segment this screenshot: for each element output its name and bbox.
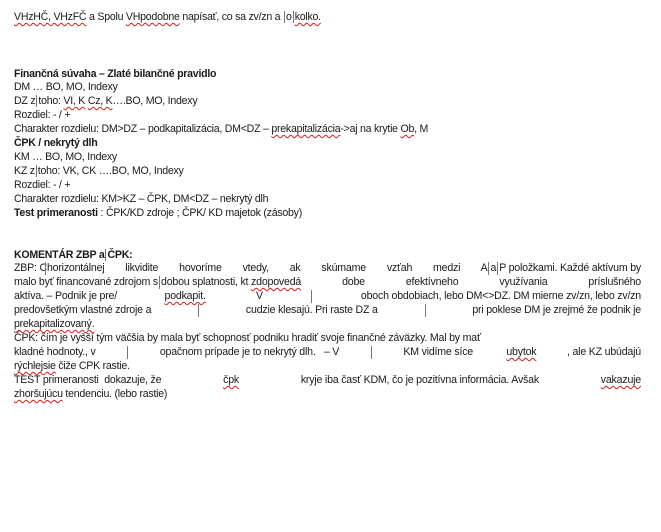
- intro-text: Spolu: [97, 11, 126, 23]
- zbp-prekapitalizovany: prekapitalizovaný.: [14, 318, 95, 330]
- rozdiel-line-1: Rozdiel: - / +: [14, 109, 71, 121]
- section-title-komentar: [14, 249, 132, 262]
- intro-vhz: VHzHČ, VHzFČ: [14, 11, 87, 23]
- cpk-comment-line-3: [14, 360, 130, 373]
- intro-text: a: [86, 11, 98, 23]
- test-comment-text: TEST primeranosti dokazuje, že: [14, 374, 165, 386]
- komentar-text: KOMENTÁR ZBP a: [14, 249, 105, 261]
- dz-czk: Cz, K: [87, 95, 113, 107]
- komentar-text: ČPK:: [107, 249, 133, 261]
- test-comment-line-1: [14, 374, 641, 387]
- zbp-text: dobou splatnosti, kt: [161, 276, 252, 288]
- dz-line: [14, 95, 197, 108]
- charakter-prekapitalizacia: prekapitalizácia: [271, 123, 341, 135]
- kz-text: KZ z: [14, 165, 35, 177]
- zbp-text: P položkami. Každé aktívum by: [499, 262, 641, 274]
- zbp-line-3: [14, 290, 641, 303]
- zbp-podkapit: podkapit.: [164, 290, 206, 302]
- zbp-text: dobe efektívneho využívania príslušného: [301, 276, 641, 288]
- rozdiel-line-2: Rozdiel: - / +: [14, 179, 71, 191]
- dz-text: ….BO, MO, Indexy: [112, 95, 198, 107]
- zbp-text: predovšetkým vlastné zdroje a: [14, 304, 152, 316]
- test-comment-vakazuje: vakazuje: [600, 374, 641, 386]
- section-title-cpk: ČPK / nekrytý dlh: [14, 137, 98, 149]
- zbp-line-5: [14, 318, 94, 331]
- intro-kolko: kolko.: [294, 11, 321, 23]
- test-comment-line-2: [14, 388, 167, 401]
- cpk-comment-line-2: [14, 346, 641, 359]
- test-line: [14, 207, 302, 220]
- zbp-text: a: [490, 262, 497, 274]
- zbp-line-4: [14, 304, 641, 317]
- charakter-line-1: [14, 123, 428, 136]
- test-comment-text: kryje iba časť KDM, čo je pozitívna informácia. Avšak: [298, 374, 542, 386]
- zbp-text: pri poklese DM je zrejmé že podnik je: [472, 304, 641, 316]
- zbp-line-1: [14, 262, 641, 275]
- test-comment-text: tendenciu. (lebo rastie): [62, 388, 168, 400]
- dz-text: DZ z: [14, 95, 36, 107]
- section-title-financna-suvaha: Finančná súvaha – Zlaté bilančné pravidlo: [14, 68, 217, 80]
- charakter-text: , M: [414, 123, 429, 135]
- cpk-comment-ubytok: ubytok: [506, 346, 537, 358]
- zbp-text: ZBP: C: [14, 262, 47, 274]
- zbp-text: horizontálnej likvidite hovoríme vtedy, ak skúmame vzťah medzi A: [46, 262, 488, 274]
- cpk-comment-text: KM vidíme síce: [403, 346, 476, 358]
- kz-text: toho: VK, CK ….BO, MO, Indexy: [37, 165, 184, 177]
- km-line: KM … BO, MO, Indexy: [14, 151, 117, 163]
- intro-text: napísať, co sa zv/zn a: [179, 11, 284, 23]
- zbp-text: malo byť financované zdrojom s: [14, 276, 159, 288]
- intro-text: o: [286, 11, 292, 23]
- test-comment-zhorsujucu: zhoršujúcu: [14, 388, 63, 400]
- zbp-text: V: [253, 290, 263, 302]
- cpk-comment-line-1: [14, 332, 641, 345]
- test-text: : ČPK/KD zdroje ; ČPK/ KD majetok (zásoby): [97, 207, 302, 219]
- charakter-line-2: Charakter rozdielu: KM>KZ – ČPK, DM<DZ – nekrytý dlh: [14, 193, 269, 205]
- zbp-text: aktíva. – Podnik je pre/: [14, 290, 117, 302]
- dz-text: toho:: [38, 95, 64, 107]
- zbp-zdopovedá: zdopovedá: [251, 276, 302, 288]
- charakter-ob: Ob: [400, 123, 415, 135]
- cpk-comment-text: ČPK: čím je vyšší tým väčšia by mala byť schopnosť podniku hradiť svoje finančné záväzky. Mal by mať: [14, 332, 481, 344]
- charakter-text: ->aj na krytie: [340, 123, 401, 135]
- kz-line: [14, 165, 184, 178]
- intro-vhpodobne: VHpodobne: [125, 11, 180, 23]
- dm-line: DM … BO, MO, Indexy: [14, 81, 118, 93]
- test-comment-cpk: čpk: [223, 374, 239, 386]
- zbp-text: cudzie klesajú. Pri raste DZ a: [245, 304, 378, 316]
- cpk-comment-text: , ale KZ ubúdajú: [567, 346, 641, 358]
- cpk-comment-text: opačnom prípade je to nekrytý dlh. – V: [159, 346, 340, 358]
- cpk-comment-text: čiže CPK rastie.: [55, 360, 130, 372]
- zbp-line-2: [14, 276, 641, 289]
- dz-vik: VI, K: [63, 95, 86, 107]
- test-label: Test primeranosti: [14, 207, 98, 219]
- cpk-comment-rychlejsie: rýchlejsie: [14, 360, 56, 372]
- cpk-comment-text: kladné hodnoty., v: [14, 346, 96, 358]
- charakter-text: Charakter rozdielu: DM>DZ – podkapitalizácia, DM<DZ –: [14, 123, 272, 135]
- zbp-text: oboch obdobiach, lebo DM<>DZ. DM mierne zv/zn, lebo zv/zn: [360, 290, 641, 302]
- intro-line: [14, 11, 321, 24]
